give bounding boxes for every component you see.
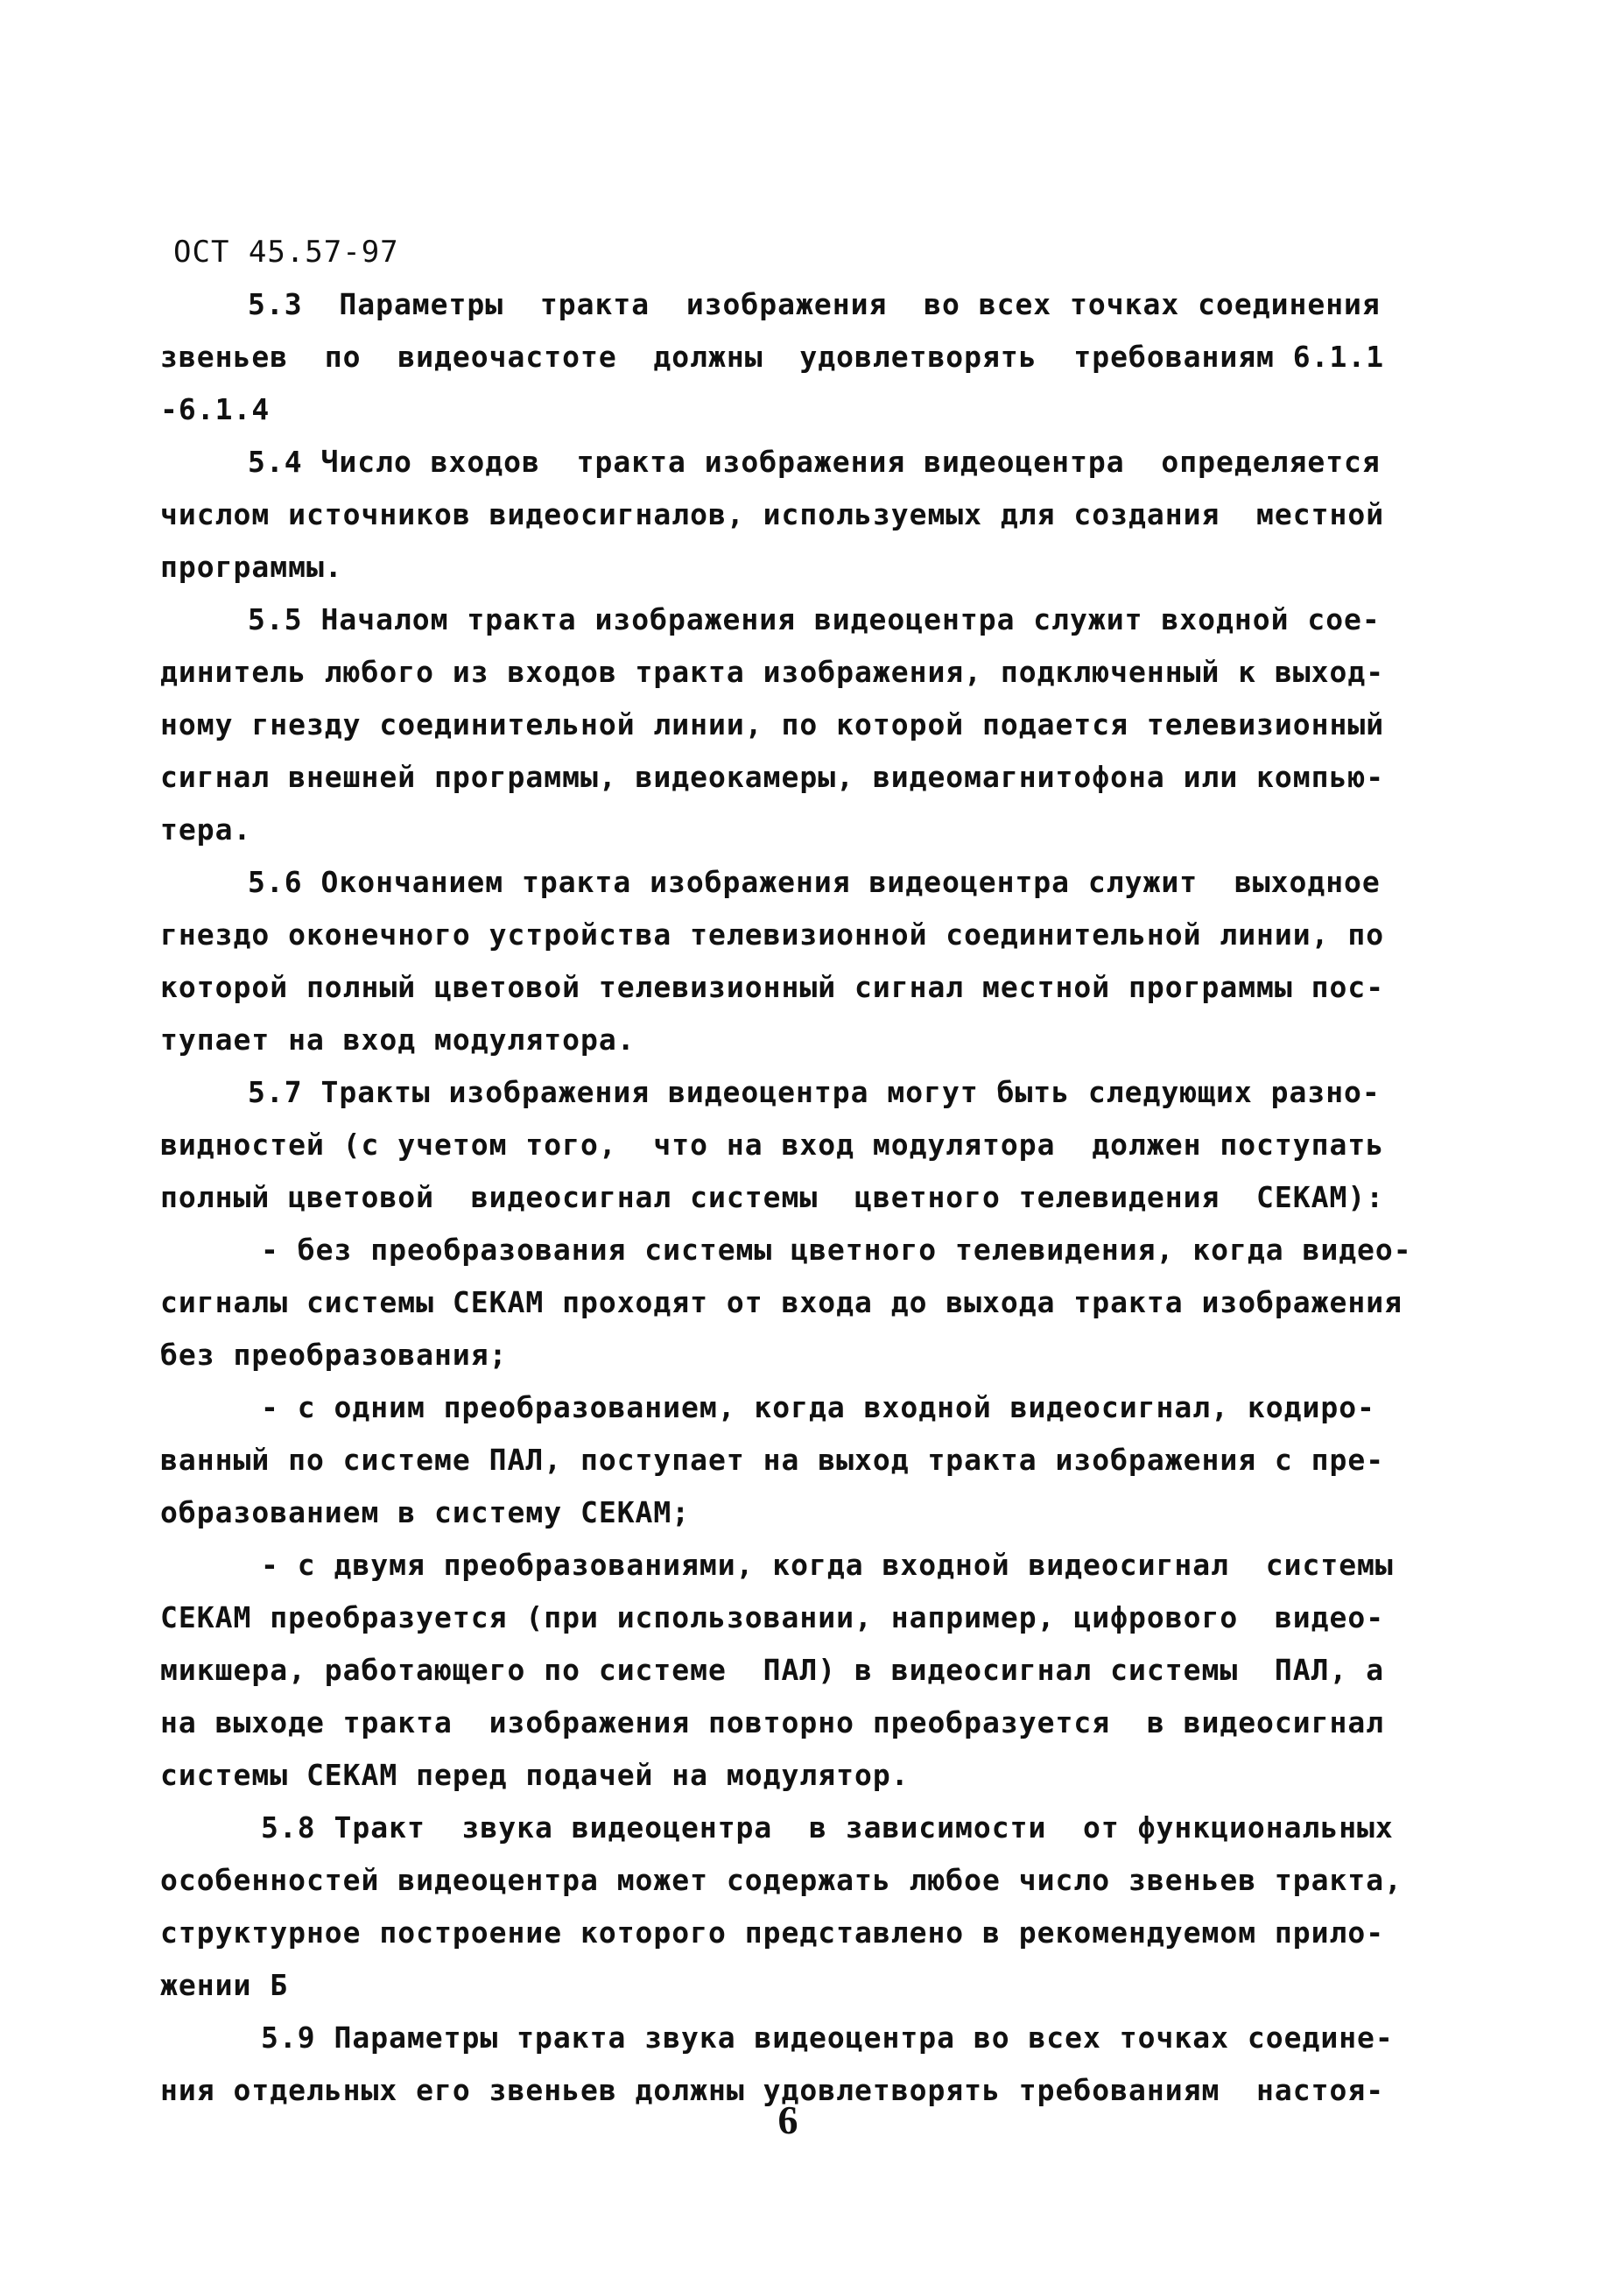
text-line: - с двумя преобразованиями, когда входной видеосигнал системы <box>261 1548 1394 1582</box>
document-header: ОСТ 45.57-97 <box>173 235 399 270</box>
text-line: 5.8 Тракт звука видеоцентра в зависимости от функциональных <box>261 1810 1394 1845</box>
text-line: которой полный цветовой телевизионный сигнал местной программы пос- <box>160 970 1385 1004</box>
text-line: видностей (с учетом того, что на вход модулятора должен поступать <box>160 1128 1385 1162</box>
text-line: СЕКАМ преобразуется (при использовании, например, цифрового видео- <box>160 1600 1385 1634</box>
text-line: микшера, работающего по системе ПАЛ) в видеосигнал системы ПАЛ, а <box>160 1653 1385 1687</box>
text-line: структурное построение которого представлено в рекомендуемом прило- <box>160 1915 1385 1950</box>
text-line: - с одним преобразованием, когда входной видеосигнал, кодиро- <box>261 1390 1375 1424</box>
text-line: 5.7 Тракты изображения видеоцентра могут быть следующих разно- <box>248 1075 1381 1109</box>
text-line: 5.9 Параметры тракта звука видеоцентра во всех точках соедине- <box>261 2020 1394 2055</box>
text-line: тупает на вход модулятора. <box>160 1023 636 1057</box>
text-line: 5.6 Окончанием тракта изображения видеоцентра служит выходное <box>248 865 1381 899</box>
text-line: 5.3 Параметры тракта изображения во всех точках соединения <box>248 287 1381 321</box>
text-line: без преобразования; <box>160 1338 508 1372</box>
text-line: ванный по системе ПАЛ, поступает на выход тракта изображения с пре- <box>160 1443 1385 1477</box>
text-line: на выходе тракта изображения повторно преобразуется в видеосигнал <box>160 1705 1385 1739</box>
text-line: гнездо оконечного устройства телевизионной соединительной линии, по <box>160 917 1385 952</box>
text-line: ния отдельных его звеньев должны удовлетворять требованиям настоя- <box>160 2073 1385 2107</box>
text-line: программы. <box>160 550 343 584</box>
text-line: сигналы системы СЕКАМ проходят от входа до выхода тракта изображения <box>160 1285 1403 1319</box>
text-line: звеньев по видеочастоте должны удовлетворять требованиям 6.1.1 <box>160 340 1385 374</box>
text-line: ному гнезду соединительной линии, по которой подается телевизионный <box>160 707 1385 741</box>
text-line: жении Б <box>160 1968 289 2002</box>
text-line: сигнал внешней программы, видеокамеры, видеомагнитофона или компью- <box>160 760 1385 794</box>
text-line: образованием в систему СЕКАМ; <box>160 1495 691 1529</box>
text-line: 5.5 Началом тракта изображения видеоцентра служит входной сое- <box>248 602 1381 636</box>
text-line: тера. <box>160 812 252 847</box>
text-line: - без преобразования системы цветного телевидения, когда видео- <box>261 1233 1412 1267</box>
text-line: особенностей видеоцентра может содержать любое число звеньев тракта, <box>160 1863 1403 1897</box>
text-line: системы СЕКАМ перед подачей на модулятор. <box>160 1758 910 1792</box>
text-line: 5.4 Число входов тракта изображения видеоцентра определяется <box>248 445 1381 479</box>
text-line: динитель любого из входов тракта изображения, подключенный к выход- <box>160 655 1385 689</box>
text-line: числом источников видеосигналов, используемых для создания местной <box>160 497 1385 531</box>
text-line: -6.1.4 <box>160 392 271 426</box>
text-line: полный цветовой видеосигнал системы цветного телевидения СЕКАМ): <box>160 1180 1385 1214</box>
page-number: 6 <box>777 2098 798 2142</box>
